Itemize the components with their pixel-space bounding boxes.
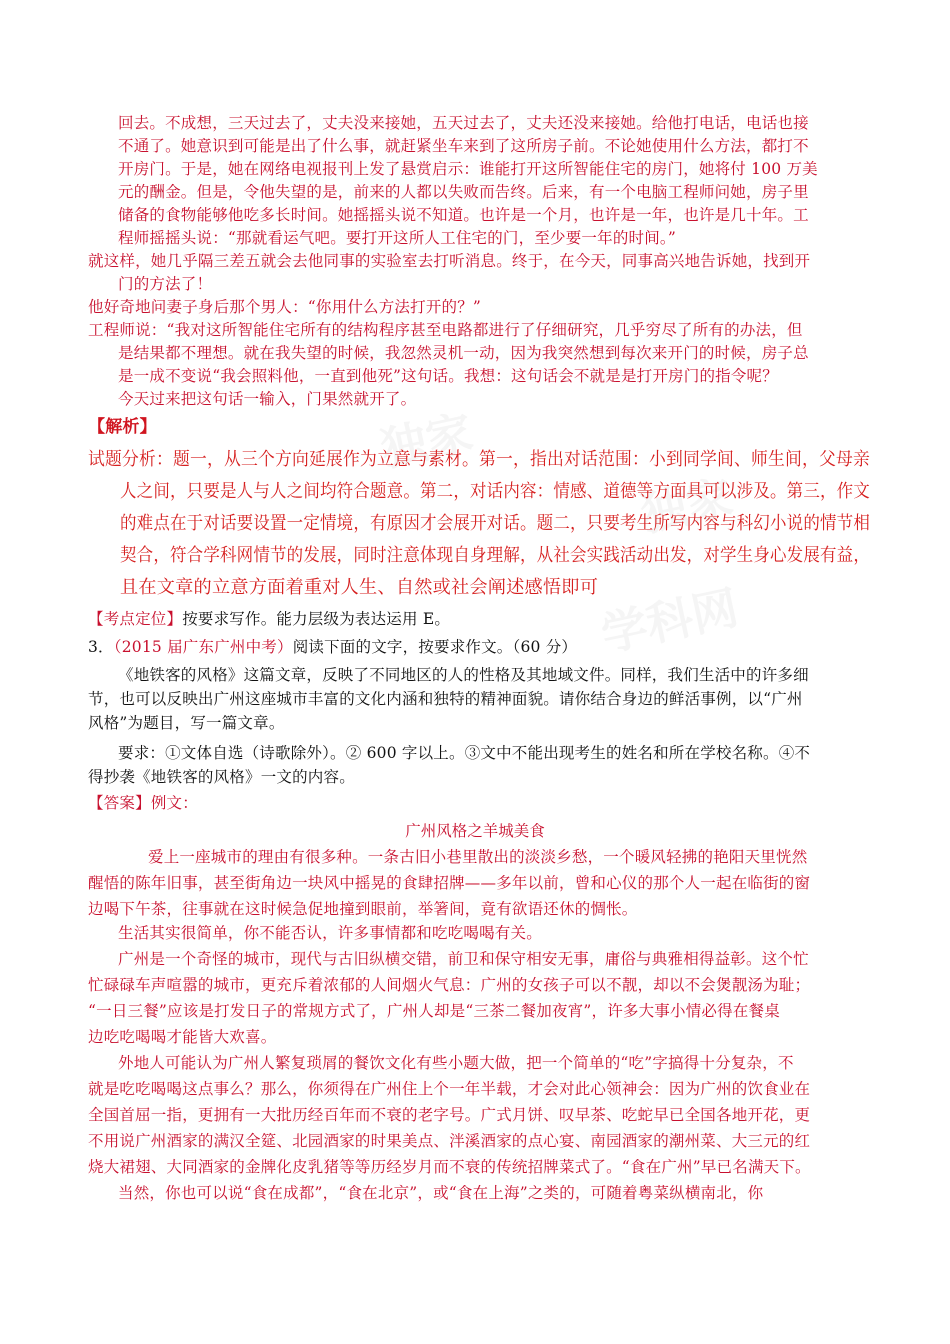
question-requirement-line: 要求：①文体自选（诗歌除外）。② 600 字以上。③文中不能出现考生的姓名和所在学校名称。④不 bbox=[118, 744, 811, 762]
story-line: 开房门。于是，她在网络电视报刊上发了悬赏启示：谁能打开这所智能住宅的房门，她将付 100 万美 bbox=[118, 160, 818, 178]
question-3 bbox=[88, 636, 577, 659]
story-line: 是结果都不理想。就在我失望的时候，我忽然灵机一动，因为我突然想到每次来开门的时候，房子总 bbox=[118, 344, 809, 362]
question-requirement-line: 得抄袭《地铁客的风格》一文的内容。 bbox=[88, 768, 355, 786]
essay-line: 不用说广州酒家的满汉全筵、北园酒家的时果美点、泮溪酒家的点心宴、南园酒家的潮州菜、大三元的红 bbox=[88, 1132, 811, 1150]
essay-line: 忙碌碌车声喧嚣的城市，更充斥着浓郁的人间烟火气息：广州的女孩子可以不靓，却以不会煲靓汤为耻； bbox=[88, 976, 811, 994]
watermark: 学科网 bbox=[596, 580, 743, 662]
essay-line: 爱上一座城市的理由有很多种。一条古旧小巷里散出的淡淡乡愁，一个暖风轻拂的艳阳天里恍然 bbox=[148, 848, 808, 866]
exam-point bbox=[88, 608, 450, 631]
essay-line: 外地人可能认为广州人繁复琐屑的餐饮文化有些小题大做，把一个简单的“吃”字搞得十分复杂，不 bbox=[118, 1054, 794, 1072]
essay-line: “一日三餐”应该是打发日子的常规方式了，广州人却是“三茶二餐加夜宵”，许多大事小情必得在餐桌 bbox=[88, 1002, 780, 1020]
analysis-line: 人之间，只要是人与人之间均符合题意。第二，对话内容：情感、道德等方面具可以涉及。第三，作文 bbox=[120, 481, 871, 502]
exam-point-text: 按要求写作。能力层级为表达运用 E。 bbox=[182, 610, 451, 628]
essay-line: 就是吃吃喝喝这点事么？那么，你须得在广州住上个一年半载，才会对此心领神会：因为广州的饮食业在 bbox=[88, 1080, 811, 1098]
story-line: 元的酬金。但是，令他失望的是，前来的人都以失败而告终。后来，有一个电脑工程师问她，房子里 bbox=[118, 183, 809, 201]
answer-intro: 例文： bbox=[150, 794, 198, 812]
story-line: 今天过来把这句话一输入，门果然就开了。 bbox=[118, 390, 417, 408]
answer-label-line bbox=[88, 792, 198, 815]
question-text-line: 节，也可以反映出广州这座城市丰富的文化内涵和独特的精神面貌。请你结合身边的鲜活事例，以“广州 bbox=[88, 690, 803, 708]
analysis-line: 试题分析：题一，从三个方向延展作为立意与素材。第一，指出对话范围：小到同学间、师生间，父母亲 bbox=[88, 449, 870, 470]
analysis-line: 契合，符合学科网情节的发展，同时注意体现自身理解，从社会实践活动出发，对学生身心发展有益， bbox=[120, 545, 871, 566]
question-source: （2015 届广东广州中考） bbox=[113, 638, 293, 656]
story-line: 是一成不变说“我会照料他，一直到他死”这句话。我想：这句话会不就是是打开房门的指令呢？ bbox=[118, 367, 778, 385]
watermark: 独家 bbox=[636, 469, 738, 542]
story-line: 他好奇地问妻子身后那个男人：“你用什么方法打开的？” bbox=[88, 298, 482, 316]
story-line: 门的方法了！ bbox=[118, 275, 213, 293]
story-line: 就这样，她几乎隔三差五就会去他同事的实验室去打听消息。终于，在今天，同事高兴地告诉她，找到开 bbox=[88, 252, 811, 270]
analysis-line: 且在文章的立意方面着重对人生、自然或社会阐述感悟即可 bbox=[120, 577, 599, 598]
analysis-heading: 【解析】 bbox=[88, 417, 157, 437]
essay-line: 边喝下午茶，往事就在这时候急促地撞到眼前，举箸间，竟有欲语还休的惆怅。 bbox=[88, 900, 638, 918]
question-text-line: 风格”为题目，写一篇文章。 bbox=[88, 714, 285, 732]
essay-line: 当然，你也可以说“食在成都”，“食在北京”，或“食在上海”之类的，可随着粤菜纵横南北，你 bbox=[118, 1184, 764, 1202]
story-line: 不通了。她意识到可能是出了什么事，就赶紧坐车来到了这所房子前。不论她使用什么方法，都打不 bbox=[118, 137, 809, 155]
question-prompt: 阅读下面的文字，按要求作文。（60 分） bbox=[292, 638, 578, 656]
essay-title: 广州风格之羊城美食 bbox=[405, 822, 545, 840]
story-line: 工程师说：“我对这所智能住宅所有的结构程序甚至电路都进行了仔细研究，几乎穷尽了所有的办法，但 bbox=[88, 321, 803, 339]
essay-line: 广州是一个奇怪的城市，现代与古旧纵横交错，前卫和保守相安无事，庸俗与典雅相得益彰。这个忙 bbox=[118, 950, 809, 968]
question-text-line: 《地铁客的风格》这篇文章，反映了不同地区的人的性格及其地域文件。同样，我们生活中的许多细 bbox=[118, 666, 809, 684]
story-line: 回去。不成想，三天过去了，丈夫没来接她，五天过去了，丈夫还没来接她。给他打电话，电话也接 bbox=[118, 114, 809, 132]
essay-line: 生活其实很简单，你不能否认，许多事情都和吃吃喝喝有关。 bbox=[118, 924, 542, 942]
question-number: 3． bbox=[88, 638, 114, 656]
story-line: 程师摇摇头说：“那就看运气吧。要打开这所人工住宅的门，至少要一年的时间。” bbox=[118, 229, 677, 247]
exam-point-label: 【考点定位】 bbox=[88, 610, 183, 628]
essay-line: 烧大裙翅、大同酒家的金牌化皮乳猪等等历经岁月而不衰的传统招牌菜式了。“食在广州”早已名满天下。 bbox=[88, 1158, 811, 1176]
essay-line: 全国首屈一指，更拥有一大批历经百年而不衰的老字号。广式月饼、叹早茶、吃蛇早已全国各地开花，更 bbox=[88, 1106, 811, 1124]
analysis-line: 的难点在于对话要设置一定情境，有原因才会展开对话。题二，只要考生所写内容与科幻小说的情节相 bbox=[120, 513, 871, 534]
essay-line: 醒悟的陈年旧事，甚至街角边一块风中摇晃的食肆招牌——多年以前，曾和心仪的那个人一起在临街的窗 bbox=[88, 874, 811, 892]
story-line: 储备的食物能够他吃多长时间。她摇摇头说不知道。也许是一个月，也许是一年，也许是几十年。工 bbox=[118, 206, 809, 224]
essay-line: 边吃吃喝喝才能皆大欢喜。 bbox=[88, 1028, 277, 1046]
answer-label: 【答案】 bbox=[88, 794, 151, 812]
watermark: 独家 bbox=[376, 404, 478, 477]
